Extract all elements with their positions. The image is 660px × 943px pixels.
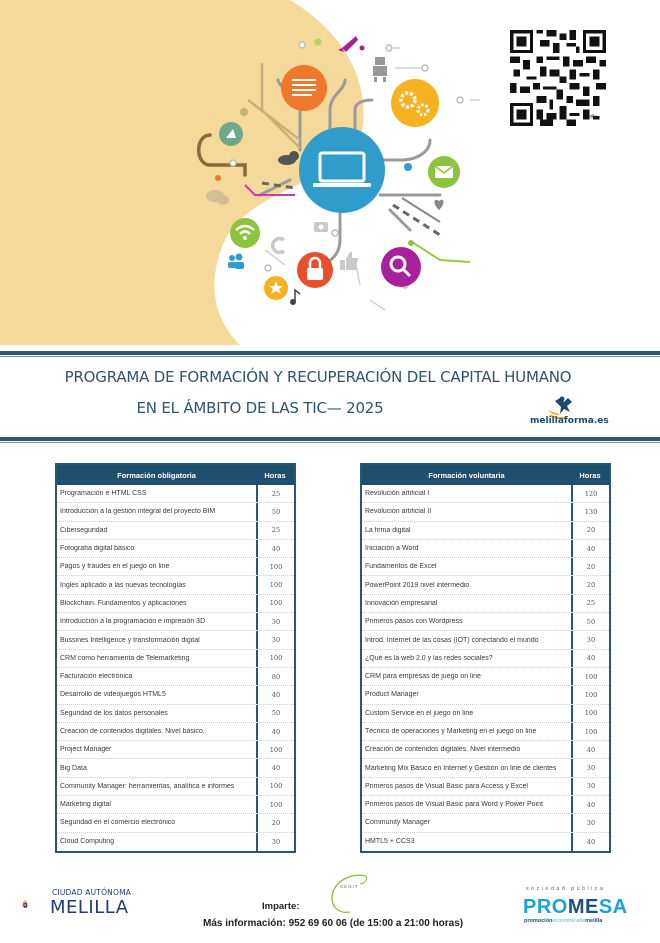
cenit-logo-icon xyxy=(318,872,378,916)
table-row xyxy=(57,540,294,558)
course-hours: 30 xyxy=(256,613,294,630)
mail-icon xyxy=(428,156,460,188)
course-hours: 20 xyxy=(571,522,609,539)
table-row xyxy=(57,558,294,576)
melilla-name: MELILLA xyxy=(50,897,129,918)
imparte-label: Imparte: xyxy=(262,901,300,912)
table-row xyxy=(362,595,609,613)
course-name: CRM como herramienta de Telemarketing xyxy=(60,654,190,662)
course-hours: 130 xyxy=(571,503,609,520)
bottom-divider-thin xyxy=(0,442,660,443)
course-hours: 50 xyxy=(256,503,294,520)
course-name: Ciberseguridad xyxy=(60,526,108,534)
course-hours: 100 xyxy=(571,686,609,703)
table-body xyxy=(57,485,294,851)
course-hours: 100 xyxy=(571,723,609,740)
table-row xyxy=(362,576,609,594)
table-row xyxy=(362,668,609,686)
course-hours: 100 xyxy=(256,741,294,758)
table-row xyxy=(362,503,609,521)
course-hours: 20 xyxy=(571,576,609,593)
wifi-icon xyxy=(230,218,260,248)
table-row xyxy=(57,705,294,723)
hours-column-header: Horas xyxy=(579,470,601,480)
table-row xyxy=(362,778,609,796)
course-hours: 50 xyxy=(571,613,609,630)
rocket-icon xyxy=(338,36,358,52)
promesa-part-2: ME xyxy=(567,896,599,918)
promesa-subtitle: sociedad pública xyxy=(526,886,606,892)
course-name: Community Manager xyxy=(365,819,430,827)
course-name: Bussines Intelligence y transformación digital xyxy=(60,636,200,644)
course-hours: 80 xyxy=(256,668,294,685)
promesa-tag-3: melilla xyxy=(585,918,603,924)
course-hours: 50 xyxy=(256,705,294,722)
course-name: Seguridad en el comercio electrónico xyxy=(60,819,176,827)
course-hours: 30 xyxy=(256,833,294,851)
course-hours: 100 xyxy=(571,705,609,722)
course-hours: 25 xyxy=(571,595,609,612)
course-hours: 40 xyxy=(571,650,609,667)
table-row xyxy=(57,741,294,759)
course-hours: 100 xyxy=(256,796,294,813)
thumbs-up-icon xyxy=(340,252,358,270)
table-row xyxy=(57,650,294,668)
table-row xyxy=(362,705,609,723)
course-name: Fundamentos de Excel xyxy=(365,563,437,571)
melilla-coat-of-arms-icon xyxy=(22,880,52,930)
cenit-name: CENIT xyxy=(340,884,359,889)
course-hours: 40 xyxy=(571,540,609,557)
music-icon xyxy=(290,290,300,305)
table-row xyxy=(362,485,609,503)
course-name: Primeros pasos de Visual Basic para Access y Excel xyxy=(365,782,528,790)
brand-tld: .es xyxy=(593,416,609,426)
course-name: Seguridad de los datos personales xyxy=(60,709,168,717)
course-hours: 30 xyxy=(571,778,609,795)
table-row xyxy=(362,558,609,576)
course-name: Desarrollo de videojuegos HTML5 xyxy=(60,691,166,699)
course-hours: 100 xyxy=(256,650,294,667)
document-icon xyxy=(281,65,327,111)
course-name: ¿Qué es la web 2.0 y las redes sociales? xyxy=(365,654,493,662)
search-icon xyxy=(381,247,421,287)
star-icon xyxy=(264,276,288,300)
table-row xyxy=(362,650,609,668)
camera-icon xyxy=(314,222,328,232)
laptop-icon xyxy=(299,127,385,213)
promesa-tagline xyxy=(524,918,602,924)
cloud-icon xyxy=(278,151,299,165)
course-name: Creación de contenidos digitales. Nivel básico. xyxy=(60,728,205,735)
table-row xyxy=(362,741,609,759)
chat-icon xyxy=(206,190,229,205)
promesa-logo xyxy=(523,896,628,919)
course-hours: 100 xyxy=(256,576,294,593)
lock-icon xyxy=(297,252,333,288)
course-name: Innovación empresarial xyxy=(365,599,438,607)
table-row xyxy=(57,778,294,796)
course-name: Primeros pasos con Wordpress xyxy=(365,618,463,626)
course-name: Fotografía digital básico xyxy=(60,545,135,553)
top-divider xyxy=(0,351,660,355)
hero-banner xyxy=(0,0,660,350)
course-name: Custom Service en el juego on line xyxy=(365,709,474,717)
course-name: Inglés aplicado a las nuevas tecnologías xyxy=(60,581,186,589)
course-name: Marketing digital xyxy=(60,801,111,809)
melilla-subtitle: CIUDAD AUTÓNOMA xyxy=(52,888,132,897)
course-hours: 30 xyxy=(256,631,294,648)
table-row xyxy=(57,759,294,777)
table-header xyxy=(362,465,609,485)
table-row xyxy=(57,631,294,649)
table-row xyxy=(57,485,294,503)
course-name: Cloud Computing xyxy=(60,838,115,846)
table-row xyxy=(57,576,294,594)
qr-caption: bitly xyxy=(588,114,597,120)
course-name: La firma digital xyxy=(365,526,411,534)
course-hours: 40 xyxy=(571,796,609,813)
mandatory-training-table xyxy=(55,463,296,853)
course-name: Community Manager: herramientas, analítica e informes xyxy=(60,782,235,790)
table-row xyxy=(362,631,609,649)
course-name: Introducción a la programación e impresión 3D xyxy=(60,618,206,626)
promesa-tag-2: económicade xyxy=(552,918,586,924)
users-icon xyxy=(228,254,244,270)
promesa-tag-1: promoción xyxy=(524,918,553,924)
course-hours: 40 xyxy=(256,723,294,740)
course-name: Primeros pasos de Visual Basic para Word y Power Point xyxy=(365,801,543,809)
course-name: Revolución artificial I xyxy=(365,490,430,498)
promesa-part-1: PRO xyxy=(523,896,568,918)
course-hours: 40 xyxy=(256,759,294,776)
course-hours: 30 xyxy=(571,814,609,831)
table-row xyxy=(362,686,609,704)
table-row xyxy=(362,613,609,631)
gear-icon xyxy=(391,79,439,127)
course-column-header: Formación voluntaria xyxy=(428,470,505,480)
table-row xyxy=(362,833,609,851)
course-hours: 120 xyxy=(571,485,609,502)
course-hours: 40 xyxy=(256,686,294,703)
course-name: Introducción a la gestión integral del proyecto BIM xyxy=(60,508,216,516)
page-title-line-1: PROGRAMA DE FORMACIÓN Y RECUPERACIÓN DEL CAPITAL HUMANO xyxy=(64,368,572,386)
course-name: Pagos y fraudes en el juego on line xyxy=(60,563,170,571)
table-row xyxy=(57,613,294,631)
course-hours: 40 xyxy=(256,540,294,557)
table-row xyxy=(362,723,609,741)
course-hours: 20 xyxy=(256,814,294,831)
table-row xyxy=(362,540,609,558)
refresh-icon xyxy=(273,239,284,253)
page-title-line-2: EN EL ÁMBITO DE LAS TIC— 2025 xyxy=(136,399,384,417)
table-row xyxy=(362,814,609,832)
voluntary-training-table xyxy=(360,463,611,853)
course-hours: 20 xyxy=(571,558,609,575)
bottom-divider xyxy=(0,437,660,441)
course-name: Programación e HTML CSS xyxy=(60,490,147,498)
course-hours: 100 xyxy=(256,558,294,575)
hours-column-header: Horas xyxy=(264,470,286,480)
course-name: Iniciación a Word xyxy=(365,545,419,553)
promesa-part-3: SA xyxy=(598,896,628,918)
course-hours: 25 xyxy=(256,522,294,539)
course-column-header: Formación obligatoria xyxy=(117,470,196,480)
footer xyxy=(0,870,660,943)
course-name: HMTL5 + CCS3 xyxy=(365,838,415,846)
course-name: Revolución artificial II xyxy=(365,508,432,516)
table-row xyxy=(57,686,294,704)
course-name: Blockchain. Fundamentos y aplicaciones xyxy=(60,599,187,607)
course-hours: 30 xyxy=(571,759,609,776)
course-name: CRM para empresas de juego on line xyxy=(365,673,481,681)
course-hours: 100 xyxy=(571,668,609,685)
course-name: Creación de contenidos digitales. Nivel intermedio xyxy=(365,746,521,754)
table-row xyxy=(57,668,294,686)
course-name: Introd. Internet de las cosas (IOT) conectando el mundo xyxy=(365,636,539,644)
course-name: PowerPoint 2019 nivel intermedio xyxy=(365,581,470,589)
brand-name: melillaforma xyxy=(530,416,594,426)
course-name: Big Data xyxy=(60,764,87,772)
course-name: Facturación electrónica xyxy=(60,673,133,681)
course-name: Project Manager xyxy=(60,746,112,754)
table-row xyxy=(57,796,294,814)
course-name: Marketing Mix Básico en Internet y Gestión on line de clientes xyxy=(365,764,557,772)
program-title-band xyxy=(0,358,660,438)
bell-icon xyxy=(219,122,243,146)
top-divider-thin xyxy=(0,356,660,357)
course-hours: 40 xyxy=(571,741,609,758)
table-body xyxy=(362,485,609,851)
table-row xyxy=(362,759,609,777)
heart-icon xyxy=(434,200,443,210)
table-row xyxy=(57,833,294,851)
table-row xyxy=(362,796,609,814)
contact-info: Más información: 952 69 60 06 (de 15:00 a 21:00 horas) xyxy=(203,918,464,929)
robot-icon xyxy=(373,57,387,82)
qr-code[interactable] xyxy=(510,30,606,126)
course-hours: 25 xyxy=(256,485,294,502)
melillaforma-brand xyxy=(530,416,609,426)
course-hours: 100 xyxy=(256,778,294,795)
table-row xyxy=(57,503,294,521)
course-hours: 40 xyxy=(571,833,609,851)
table-row xyxy=(57,522,294,540)
melillaforma-logo-icon xyxy=(530,396,600,432)
table-row xyxy=(57,723,294,741)
course-hours: 30 xyxy=(571,631,609,648)
table-row xyxy=(57,814,294,832)
table-row xyxy=(362,522,609,540)
table-row xyxy=(57,595,294,613)
table-header xyxy=(57,465,294,485)
course-name: Técnico de operaciones y Marketing en el juego on line xyxy=(365,728,537,735)
course-hours: 100 xyxy=(256,595,294,612)
course-name: Product Manager xyxy=(365,691,419,699)
